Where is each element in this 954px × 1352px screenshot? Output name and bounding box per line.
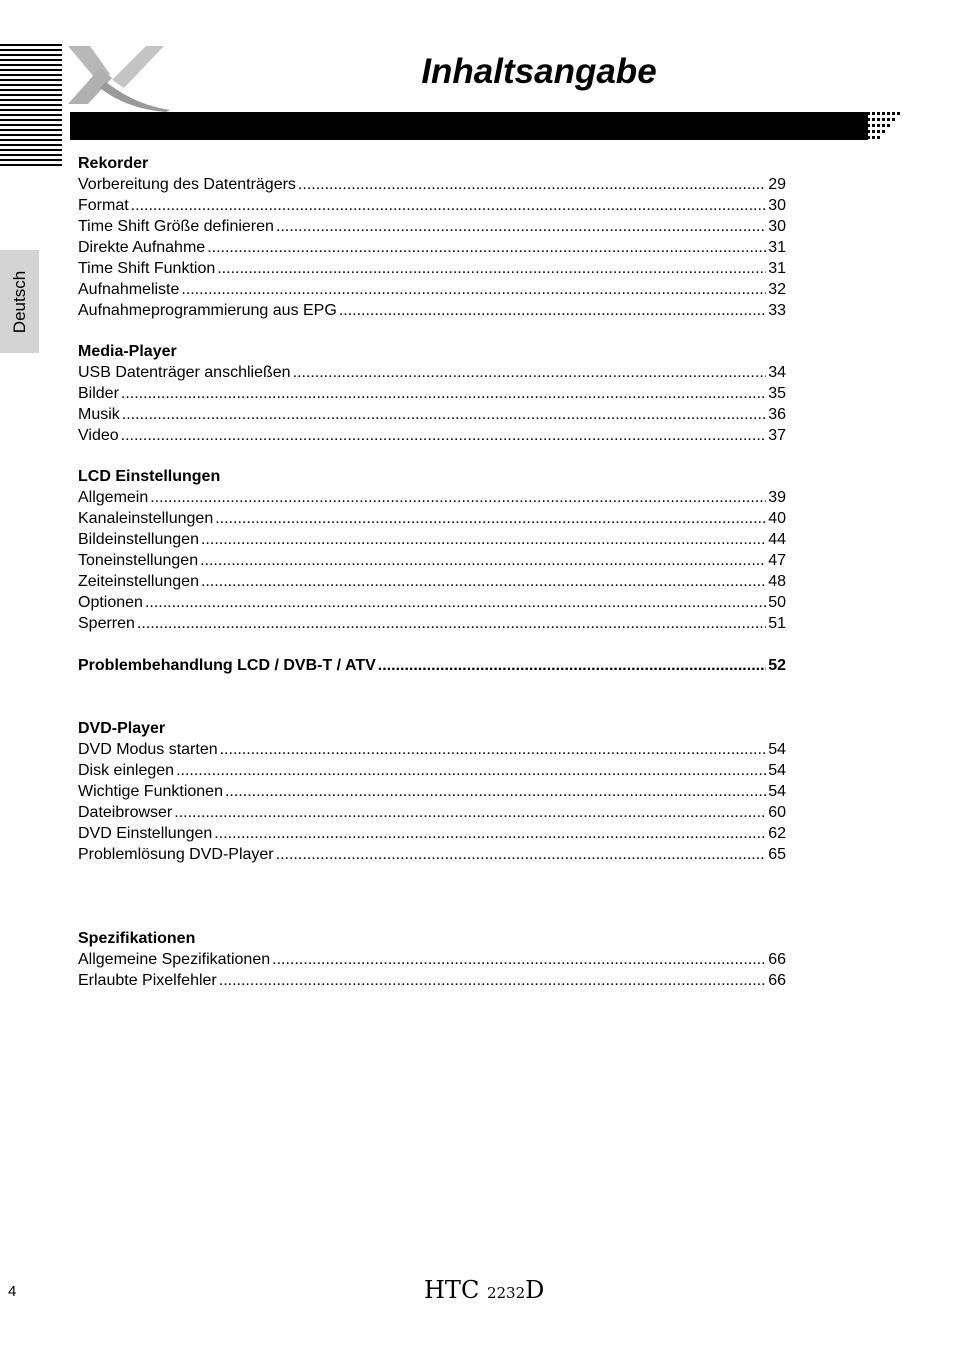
dot-leader bbox=[215, 508, 766, 529]
toc-entry-page: 54 bbox=[768, 783, 786, 800]
toc-entry[interactable] bbox=[78, 739, 786, 760]
toc-entry[interactable] bbox=[78, 216, 786, 237]
toc-entry-label: Bilder bbox=[78, 385, 119, 402]
toc-entry-label: Bildeinstellungen bbox=[78, 531, 199, 548]
dot-leader bbox=[145, 592, 766, 613]
toc-entry-label: Musik bbox=[78, 406, 120, 423]
dot-leader bbox=[200, 550, 766, 571]
dot-leader bbox=[121, 425, 767, 446]
toc-entry-page: 30 bbox=[768, 197, 786, 214]
toc-entry-label: Time Shift Größe definieren bbox=[78, 218, 274, 235]
toc-entry-page: 52 bbox=[768, 657, 786, 674]
toc-entry[interactable] bbox=[78, 823, 786, 844]
toc-entry-label: Wichtige Funktionen bbox=[78, 783, 223, 800]
header-bar bbox=[70, 112, 868, 140]
toc-entry-page: 32 bbox=[768, 281, 786, 298]
toc-entry[interactable] bbox=[78, 258, 786, 279]
dot-leader bbox=[150, 487, 766, 508]
model-suffix: D bbox=[525, 1276, 545, 1304]
toc-entry-page: 37 bbox=[768, 427, 786, 444]
toc-entry-page: 31 bbox=[768, 239, 786, 256]
toc-entry[interactable] bbox=[78, 529, 786, 550]
dot-leader bbox=[201, 529, 766, 550]
toc-entry[interactable] bbox=[78, 404, 786, 425]
toc-entry-label: Vorbereitung des Datenträgers bbox=[78, 176, 296, 193]
toc-entry[interactable] bbox=[78, 362, 786, 383]
dot-leader bbox=[219, 970, 766, 991]
toc-section-heading: Rekorder bbox=[78, 155, 149, 172]
toc-entry-label: Video bbox=[78, 427, 119, 444]
toc-entry-label: Sperren bbox=[78, 615, 135, 632]
toc-entry-label: Time Shift Funktion bbox=[78, 260, 216, 277]
toc-entry-page: 36 bbox=[768, 406, 786, 423]
toc-entry-page: 48 bbox=[768, 573, 786, 590]
toc-section-dvd-player bbox=[78, 718, 786, 865]
toc-entry[interactable] bbox=[78, 613, 786, 634]
toc-entry-page: 31 bbox=[768, 260, 786, 277]
toc-entry-label: USB Datenträger anschließen bbox=[78, 364, 291, 381]
toc-entry[interactable] bbox=[78, 844, 786, 865]
toc-entry-label: Dateibrowser bbox=[78, 804, 173, 821]
toc-entry-page: 35 bbox=[768, 385, 786, 402]
toc-section-heading: Media-Player bbox=[78, 343, 177, 360]
header-bar-dot-pattern bbox=[862, 110, 904, 142]
toc-entry[interactable] bbox=[78, 781, 786, 802]
toc-entry-page: 33 bbox=[768, 302, 786, 319]
toc-entry-page: 44 bbox=[768, 531, 786, 548]
toc-entry[interactable] bbox=[78, 571, 786, 592]
toc-entry[interactable] bbox=[78, 760, 786, 781]
dot-leader bbox=[272, 949, 766, 970]
toc-entry-label: Aufnahmeliste bbox=[78, 281, 180, 298]
toc-entry-page: 62 bbox=[768, 825, 786, 842]
toc-entry-page: 54 bbox=[768, 741, 786, 758]
dot-leader bbox=[293, 362, 767, 383]
toc-entry[interactable] bbox=[78, 949, 786, 970]
dot-leader bbox=[137, 613, 766, 634]
toc-entry-page: 60 bbox=[768, 804, 786, 821]
dot-leader bbox=[207, 237, 766, 258]
toc-entry-label: Toneinstellungen bbox=[78, 552, 199, 569]
toc-entry-label: Aufnahmeprogrammierung aus EPG bbox=[78, 302, 337, 319]
dot-leader bbox=[225, 781, 766, 802]
toc-entry[interactable] bbox=[78, 383, 786, 404]
toc-section-heading: LCD Einstellungen bbox=[78, 468, 221, 485]
toc-entry[interactable] bbox=[78, 970, 786, 991]
toc-entry-label: Allgemeine Spezifikationen bbox=[78, 951, 271, 968]
toc-entry-page: 29 bbox=[768, 176, 786, 193]
toc-entry[interactable] bbox=[78, 300, 786, 321]
model-prefix: HTC bbox=[424, 1276, 480, 1304]
toc-section-heading: DVD-Player bbox=[78, 720, 166, 737]
toc-entry-page: 54 bbox=[768, 762, 786, 779]
toc-section-lcd-einstellungen bbox=[78, 466, 786, 634]
dot-leader bbox=[220, 739, 767, 760]
toc-entry-label: Erlaubte Pixelfehler bbox=[78, 972, 217, 989]
toc-section-spezifikationen bbox=[78, 928, 786, 991]
dot-leader bbox=[217, 258, 766, 279]
toc-entry-label: Disk einlegen bbox=[78, 762, 175, 779]
toc-entry-label: Format bbox=[78, 197, 129, 214]
toc-entry-label: DVD Modus starten bbox=[78, 741, 218, 758]
toc-entry-page: 34 bbox=[768, 364, 786, 381]
dot-leader bbox=[121, 383, 766, 404]
model-number: 2232 bbox=[486, 1284, 526, 1302]
page-number: 4 bbox=[8, 1283, 17, 1300]
toc-entry[interactable] bbox=[78, 237, 786, 258]
toc-entry-label: Optionen bbox=[78, 594, 143, 611]
toc-entry-page: 65 bbox=[768, 846, 786, 863]
model-name bbox=[424, 1276, 544, 1304]
toc-entry[interactable] bbox=[78, 425, 786, 446]
dot-leader bbox=[276, 216, 766, 237]
toc-entry-page: 47 bbox=[768, 552, 786, 569]
toc-section-heading: Spezifikationen bbox=[78, 930, 196, 947]
page-title: Inhaltsangabe bbox=[421, 52, 657, 91]
dot-leader bbox=[122, 404, 766, 425]
toc-entry[interactable] bbox=[78, 802, 786, 823]
toc-entry-label: Allgemein bbox=[78, 489, 149, 506]
toc-entry-label: Problemlösung DVD-Player bbox=[78, 846, 274, 863]
toc-entry[interactable] bbox=[78, 550, 786, 571]
toc-entry[interactable] bbox=[78, 508, 786, 529]
toc-entry[interactable] bbox=[78, 174, 786, 195]
toc-entry-page: 51 bbox=[768, 615, 786, 632]
toc-entry[interactable] bbox=[78, 195, 786, 216]
toc-entry-page: 30 bbox=[768, 218, 786, 235]
dot-leader bbox=[214, 823, 766, 844]
toc-entry-page: 50 bbox=[768, 594, 786, 611]
toc-entry-label: Problembehandlung LCD / DVB-T / ATV bbox=[78, 657, 376, 674]
toc-entry-page: 39 bbox=[768, 489, 786, 506]
dot-leader bbox=[201, 571, 766, 592]
dot-leader bbox=[298, 174, 766, 195]
dot-leader bbox=[339, 300, 766, 321]
toc-entry-page: 40 bbox=[768, 510, 786, 527]
dot-leader bbox=[174, 802, 766, 823]
toc-entry-label: DVD Einstellungen bbox=[78, 825, 213, 842]
toc-section-media-player bbox=[78, 341, 786, 446]
dot-leader bbox=[176, 760, 766, 781]
toc-entry[interactable] bbox=[78, 279, 786, 300]
toc-entry-label: Zeiteinstellungen bbox=[78, 573, 199, 590]
language-tab-label: Deutsch bbox=[9, 270, 29, 333]
toc-entry[interactable] bbox=[78, 487, 786, 508]
toc-entry[interactable] bbox=[78, 592, 786, 613]
toc-entry-page: 66 bbox=[768, 951, 786, 968]
language-tab bbox=[0, 250, 39, 353]
dot-leader bbox=[181, 279, 766, 300]
dot-leader bbox=[131, 195, 767, 216]
toc-entry-label: Direkte Aufnahme bbox=[78, 239, 206, 256]
dot-leader bbox=[276, 844, 767, 865]
toc-entry-page: 66 bbox=[768, 972, 786, 989]
toc-section-rekorder bbox=[78, 153, 786, 321]
dot-leader bbox=[378, 655, 766, 676]
table-of-contents bbox=[78, 153, 786, 991]
toc-entry-problembehandlung[interactable] bbox=[78, 655, 786, 676]
toc-entry-label: Kanaleinstellungen bbox=[78, 510, 214, 527]
